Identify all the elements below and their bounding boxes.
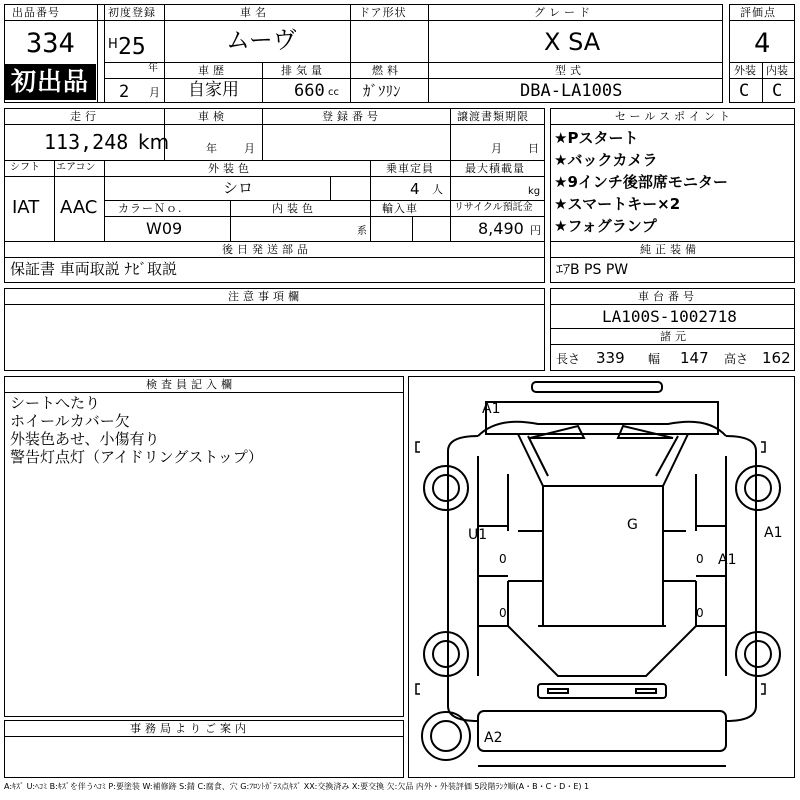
color-number: W09 (146, 219, 183, 238)
door-count-mark: 0 (499, 606, 507, 620)
exterior-color-label: 外装色 (208, 162, 253, 175)
fuel: ｶﾞｿﾘﾝ (363, 82, 401, 100)
damage-mark: A1 (718, 552, 737, 568)
color-number-label: カラーＮｏ. (118, 202, 183, 215)
later-parts-label: 後日発送部品 (222, 243, 312, 256)
sales-points-label: セールスポイント (615, 110, 735, 123)
sales-point: ★9インチ後部席モニター (554, 173, 728, 191)
damage-mark: A1 (764, 525, 783, 541)
cc-unit: cc (328, 87, 339, 98)
damage-mark: A2 (484, 730, 503, 746)
lot-number-label: 出品番号 (12, 6, 60, 19)
inspector-note: ホイールカバー欠 (10, 412, 130, 430)
shift: IAT (12, 197, 40, 218)
transfer-month-unit: 月 (491, 142, 502, 155)
sales-point: ★スマートキー×2 (554, 195, 681, 213)
history: 自家用 (188, 80, 239, 100)
height: 162 (762, 349, 791, 367)
transfer-deadline-label: 譲渡書類期限 (457, 110, 529, 123)
inspector-note: 外装色あせ、小傷有り (10, 430, 160, 448)
damage-mark: U1 (468, 527, 488, 543)
grade-label: グレード (534, 6, 594, 19)
door-count-mark: 0 (499, 552, 507, 566)
first-listing-badge: 初出品 (4, 64, 96, 100)
chassis-number-label: 車台番号 (638, 290, 698, 303)
series-unit: 系 (357, 226, 367, 237)
car-name: ムーヴ (226, 26, 297, 54)
model-code: DBA-LA100S (520, 81, 623, 101)
exterior-grade: C (739, 81, 750, 101)
score-label: 評価点 (740, 6, 776, 19)
notes-label: 注意事項欄 (228, 290, 303, 303)
shift-label: シフト (10, 162, 40, 173)
door-count-mark: 0 (696, 606, 704, 620)
reg-number-label: 登録番号 (322, 110, 382, 123)
inspection-year-unit: 年 (206, 142, 217, 155)
displacement-label: 排気量 (281, 64, 326, 77)
model-label: 型式 (555, 64, 585, 77)
yen-unit: 円 (530, 224, 541, 237)
inspection-month-unit: 月 (244, 142, 255, 155)
interior-grade: C (772, 81, 783, 101)
lot-number: 334 (26, 28, 75, 59)
office-label: 事務局よりご案内 (130, 722, 250, 735)
capacity-label: 乗車定員 (386, 162, 434, 175)
km-unit: km (138, 130, 170, 154)
damage-mark: G (627, 517, 638, 533)
width-label: 幅 (648, 352, 661, 366)
car-name-label: 車名 (240, 6, 270, 19)
inspector-label: 検査員記入欄 (146, 378, 236, 391)
car-diagram (408, 376, 795, 778)
interior-color-label: 内装色 (272, 202, 317, 215)
capacity: 4 (410, 180, 420, 198)
length: 339 (596, 349, 625, 367)
damage-mark: A1 (482, 401, 501, 417)
recycle-deposit: 8,490 (478, 219, 524, 238)
width: 147 (680, 349, 709, 367)
score: 4 (754, 28, 771, 59)
length-label: 長さ (556, 352, 581, 366)
later-parts: 保証書 車両取説 ﾅﾋﾞ取説 (10, 260, 178, 278)
inspector-note: 警告灯点灯（アイドリングストップ） (10, 448, 263, 466)
recycle-label: リサイクル預託金 (454, 202, 533, 213)
month-unit: 月 (149, 86, 160, 99)
ac-label: エアコン (56, 162, 96, 173)
chassis-number: LA100S-1002718 (602, 307, 737, 326)
era-mark: H (108, 37, 118, 52)
kg-unit: kg (528, 186, 541, 197)
transfer-day-unit: 日 (528, 142, 539, 155)
fuel-label: 燃料 (372, 64, 402, 77)
import-label: 輸入車 (382, 202, 418, 215)
max-load-label: 最大積載量 (465, 162, 525, 175)
registration-year: 25 (118, 34, 146, 60)
sales-point: ★Pスタート (554, 129, 639, 147)
history-label: 車歴 (198, 64, 228, 77)
grade: X SA (544, 28, 601, 56)
inspector-note: シートへたり (10, 394, 101, 412)
mileage-label: 走行 (70, 110, 100, 123)
exterior-color: シロ (223, 179, 254, 197)
year-unit: 年 (148, 63, 158, 74)
specs-label: 諸元 (660, 330, 690, 343)
sales-point: ★バックカメラ (554, 151, 658, 169)
inspection-label: 車検 (198, 110, 228, 123)
equipment-label: 純正装備 (640, 243, 700, 256)
mileage: 113,248 (44, 130, 129, 154)
displacement: 660 (294, 81, 325, 101)
door-label: ドア形状 (359, 6, 407, 19)
person-unit: 人 (432, 183, 443, 196)
height-label: 高さ (724, 352, 749, 366)
first-registration-label: 初度登録 (108, 6, 156, 19)
legend-footer: A:ｷｽﾞ U:ﾍｺﾐ B:ｷｽﾞを伴うﾍｺﾐ P:要塗装 W:補修跡 S:錆 C:腐食、穴 G:ﾌﾛﾝﾄｶﾞﾗｽ点ｷｽﾞ XX:交換済み X:要交換 欠:欠品 内外・外装評価 5段階ﾗﾝｸ順(A・B・C・D・E) 1 (4, 782, 590, 791)
sales-point: ★フォグランプ (554, 217, 657, 235)
door-count-mark: 0 (696, 552, 704, 566)
equipment: ｴｱB PS PW (556, 262, 629, 278)
exterior-label: 外装 (734, 64, 756, 77)
ac: AAC (60, 197, 98, 218)
registration-month: 2 (119, 82, 130, 102)
interior-label: 内装 (766, 64, 788, 77)
